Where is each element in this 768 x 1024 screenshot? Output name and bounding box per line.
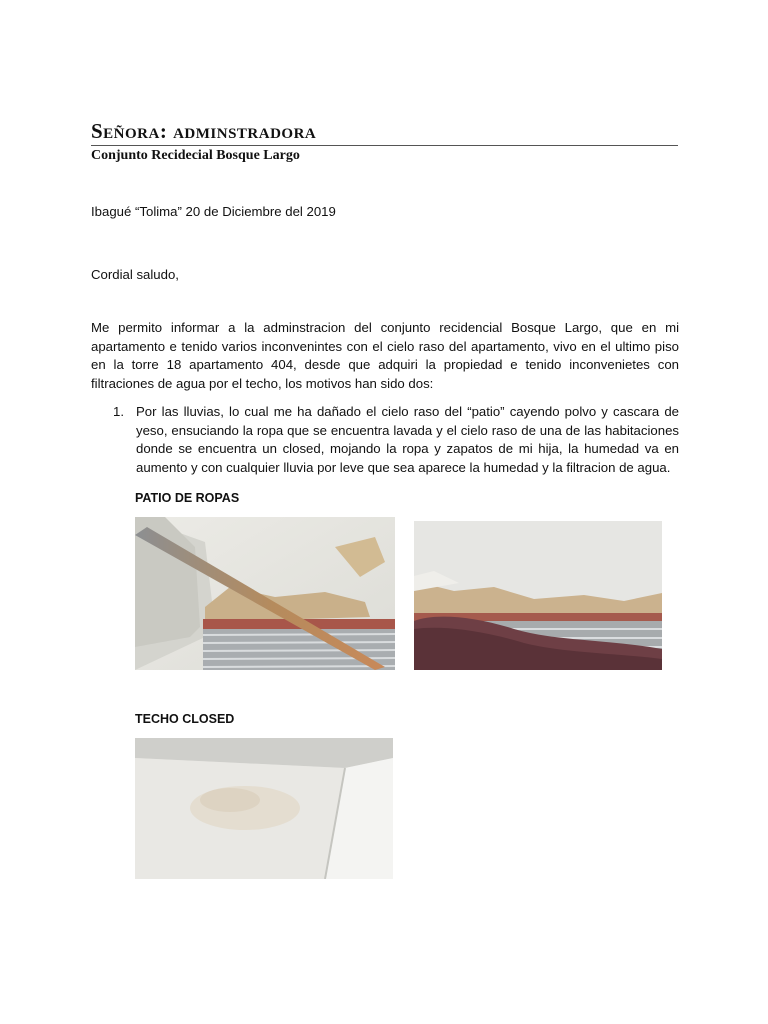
list-item-text: Por las lluvias, lo cual me ha dañado el cielo raso del “patio” cayendo polvo y cascara de yeso, ensuciando la ropa que se encuentra lavada y el cielo raso de una de las habitaciones donde se encuentra un closed, mojando la ropa y zapatos de mi hija, la humedad va en aumento y con cualquier lluvia por leve que sea aparece la humedad y la filtracion de agua. <box>136 404 679 476</box>
list-number: 1. <box>113 404 124 419</box>
patio-caption: PATIO DE ROPAS <box>135 491 240 505</box>
numbered-list-item <box>113 403 679 478</box>
patio-photo-2 <box>414 521 662 670</box>
date-line: Ibagué “Tolima” 20 de Diciembre del 2019 <box>91 204 336 219</box>
intro-paragraph: Me permito informar a la adminstracion del conjunto recidencial Bosque Largo, que en mi apartamento e tenido varios inconvenintes con el cielo raso del apartamento, vivo en el ultimo piso en la torre 18 apartamento 404, desde que adquiri la propiedad e tenido inconvenietes con filtraciones de agua por el techo, los motivos han sido dos: <box>91 320 679 392</box>
page-title: Señora: adminstradora <box>91 118 678 146</box>
patio-photo-1 <box>135 517 395 670</box>
closet-caption: TECHO CLOSED <box>135 712 235 726</box>
recipient-subtitle: Conjunto Recidecial Bosque Largo <box>91 148 300 163</box>
greeting: Cordial saludo, <box>91 267 179 282</box>
closet-photo <box>135 738 393 879</box>
